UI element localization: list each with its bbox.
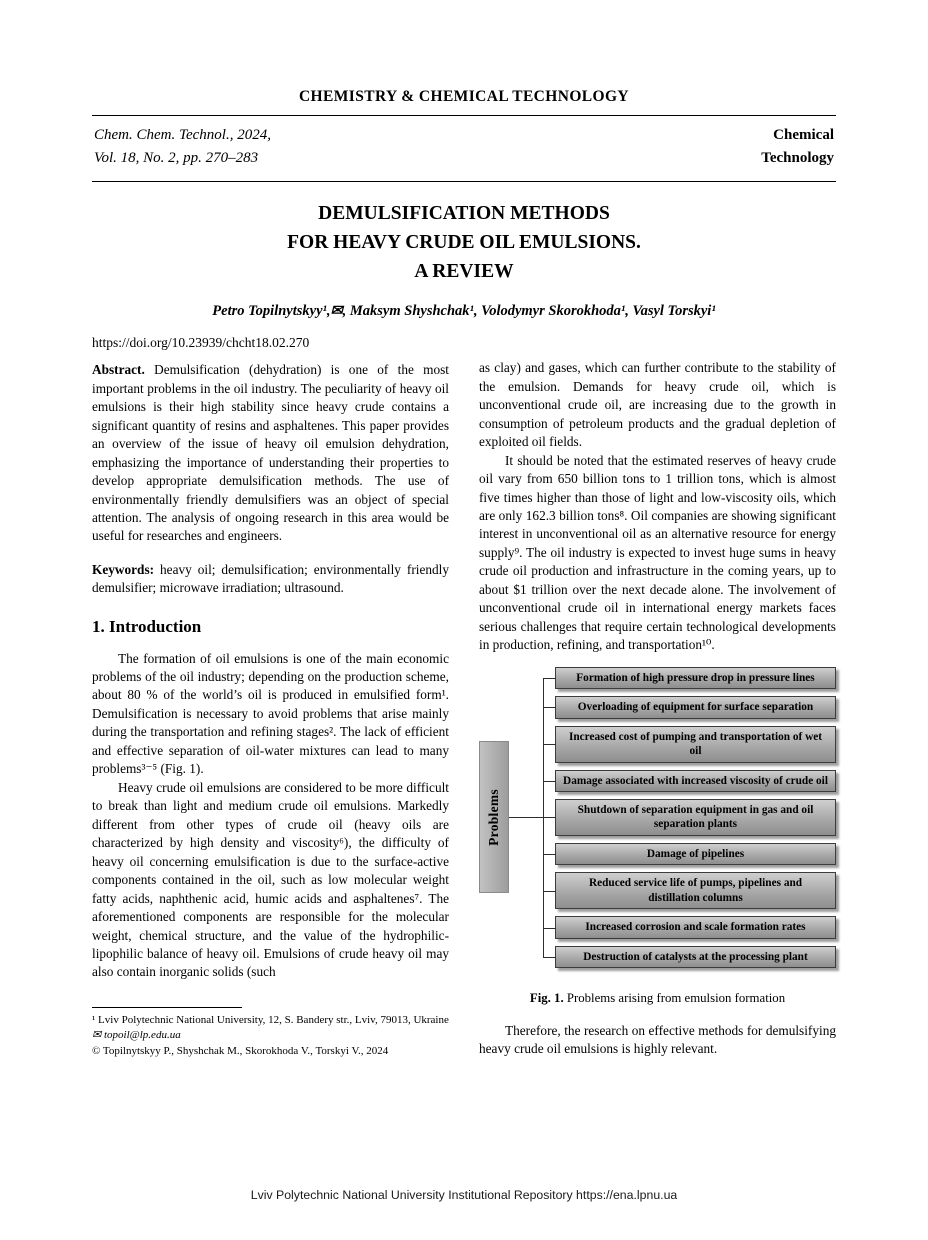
- figure-problems-label: Problems: [485, 789, 501, 846]
- abstract-text: Demulsification (dehydration) is one of the most important problems in the oil industry. The peculiarity of heavy oil emulsions is their high stability since heavy crude contains a significant quantity of resins and asphaltenes. This paper provides an overview of the issue of heavy oil emulsion dehydration, emphasizing the importance of understanding their properties to develop appropriate demulsification methods. The use of environmentally friendly demulsifiers was an object of special attention. The analysis of ongoing research in this area would be useful for researches and engineers.: [92, 362, 450, 544]
- journal-section-line-2: Technology: [761, 150, 834, 167]
- footnote-copyright: © Topilnytskyy P., Shyshchak M., Skorokhoda V., Torskyi V., 2024: [92, 1044, 389, 1057]
- figure-caption-text: Problems arising from emulsion formation: [566, 991, 786, 1006]
- abstract-paragraph: [92, 361, 449, 546]
- doi-link[interactable]: https://doi.org/10.23939/chcht18.02.270: [92, 335, 310, 351]
- citation-line-1: Chem. Chem. Technol., 2024,: [94, 127, 271, 143]
- figure-box-overloading: Overloading of equipment for surface separation: [555, 696, 836, 718]
- figure-box-shutdown: Shutdown of separation equipment in gas and oil separation plants: [555, 799, 836, 836]
- keywords-paragraph: [92, 561, 449, 598]
- intro-paragraph-3: as clay) and gases, which can further contribute to the stability of the emulsion. Demands for heavy crude oil, which is unconventional crude oil, are increasing due to the growth in consumption of petroleum products and the gradual depletion of exploited oil fields.: [479, 360, 836, 450]
- figure-box-pressure-drop: Formation of high pressure drop in pressure lines: [555, 667, 836, 689]
- citation-block: [94, 124, 271, 171]
- repository-footer: Lviv Polytechnic National University Institutional Repository https://ena.lpnu.ua: [250, 1188, 678, 1202]
- article-title-line-1: DEMULSIFICATION METHODS: [318, 202, 610, 224]
- article-title-line-3: A REVIEW: [414, 261, 514, 282]
- figure-1-diagram: [479, 667, 836, 968]
- journal-section-block: [761, 124, 834, 171]
- footnote-affiliation: ¹ Lviv Polytechnic National University, 12, S. Bandery str., Lviv, 79013, Ukraine: [92, 1013, 449, 1026]
- keywords-label: Keywords:: [92, 561, 155, 577]
- right-column: [479, 359, 836, 1059]
- figure-box-pumping-cost: Increased cost of pumping and transportation of wet oil: [555, 726, 836, 763]
- intro-paragraph-1: The formation of oil emulsions is one of the main economic problems of the oil industry; depending on the production scheme, about 80 % of the world’s oil is produced in emulsified form¹. Demulsification is necessary to avoid problems that arise mainly during the transportation and refining stages². The lack of efficient and effective separation of oil-water mixtures can lead to many problems³⁻⁵ (Fig. 1).: [92, 650, 449, 777]
- closing-paragraph: Therefore, the research on effective methods for demulsifying heavy crude oil emulsions is highly relevant.: [479, 1022, 836, 1057]
- article-title: [92, 199, 836, 287]
- left-column: [92, 359, 449, 1059]
- figure-boxes-list: [543, 667, 836, 968]
- keywords-text: heavy oil; demulsification; environmentally friendly demulsifier; microwave irradiation; ultrasound.: [92, 561, 449, 596]
- journal-section-line-1: Chemical: [773, 127, 834, 143]
- intro-paragraph-2: Heavy crude oil emulsions are considered to be more difficult to break than light and medium crude oil emulsions. Markedly different from other types of crude oil (heavy oils are characterized by high density and viscosity⁶), the difficulty of heavy oil concerning emulsification is due to the surface-active components contained in the oil, such as low molecular weight fatty acids, naphthenic acid, humic acids and asphaltenes⁷. The aforementioned components are responsible for the molecular weight, chemical structure, and the value of the hydrophilic-lipophilic balance of heavy oil. Emulsions of crude heavy oil may also contain inorganic solids (such: [92, 779, 449, 980]
- footnotes-block: [92, 997, 449, 1059]
- intro-paragraph-4: It should be noted that the estimated reserves of heavy crude oil vary from 650 billion tons to 1 trillion tons, which is almost five times higher than those of light and low-viscosity oils, which are only 162.3 billion tons⁸. Oil companies are showing significant interest in unconventional oil as an alternative resource for energy supply⁹. The oil industry is expected to invest huge sums in heavy crude oil production and infrastructure in the coming years, up to about $1 trillion over the next decade alone. The involvement of unconventional crude oil in international energy markets faces serious challenges that require certain technological developments in production, refining, and transportation¹⁰.: [479, 452, 836, 653]
- figure-caption: [479, 990, 836, 1008]
- section-heading-introduction: 1. Introduction: [92, 616, 202, 636]
- article-body: [92, 359, 836, 1059]
- figure-box-service-life: Reduced service life of pumps, pipelines and distillation columns: [555, 872, 836, 909]
- footnote-email[interactable]: ✉ topoil@lp.edu.ua: [92, 1029, 181, 1042]
- abstract-label: Abstract.: [92, 362, 145, 378]
- figure-connector-line: [509, 817, 543, 818]
- authors-line: Petro Topilnytskyy¹,✉, Maksym Shyshchak¹, Volodymyr Skorokhoda¹, Vasyl Torskyi¹: [212, 303, 716, 320]
- masthead-row: [92, 116, 836, 182]
- figure-box-corrosion: Increased corrosion and scale formation rates: [555, 916, 836, 938]
- figure-caption-label: Fig. 1.: [529, 991, 564, 1006]
- figure-box-pipeline-damage: Damage of pipelines: [555, 843, 836, 865]
- citation-line-2: Vol. 18, No. 2, pp. 270–283: [94, 150, 259, 167]
- footnote-divider: [92, 1007, 242, 1008]
- figure-box-viscosity-damage: Damage associated with increased viscosity of crude oil: [555, 770, 836, 792]
- journal-header-title: CHEMISTRY & CHEMICAL TECHNOLOGY: [92, 88, 836, 116]
- article-title-line-2: FOR HEAVY CRUDE OIL EMULSIONS.: [287, 231, 641, 253]
- figure-box-catalysts: Destruction of catalysts at the processing plant: [555, 946, 836, 968]
- figure-problems-box: [479, 741, 509, 893]
